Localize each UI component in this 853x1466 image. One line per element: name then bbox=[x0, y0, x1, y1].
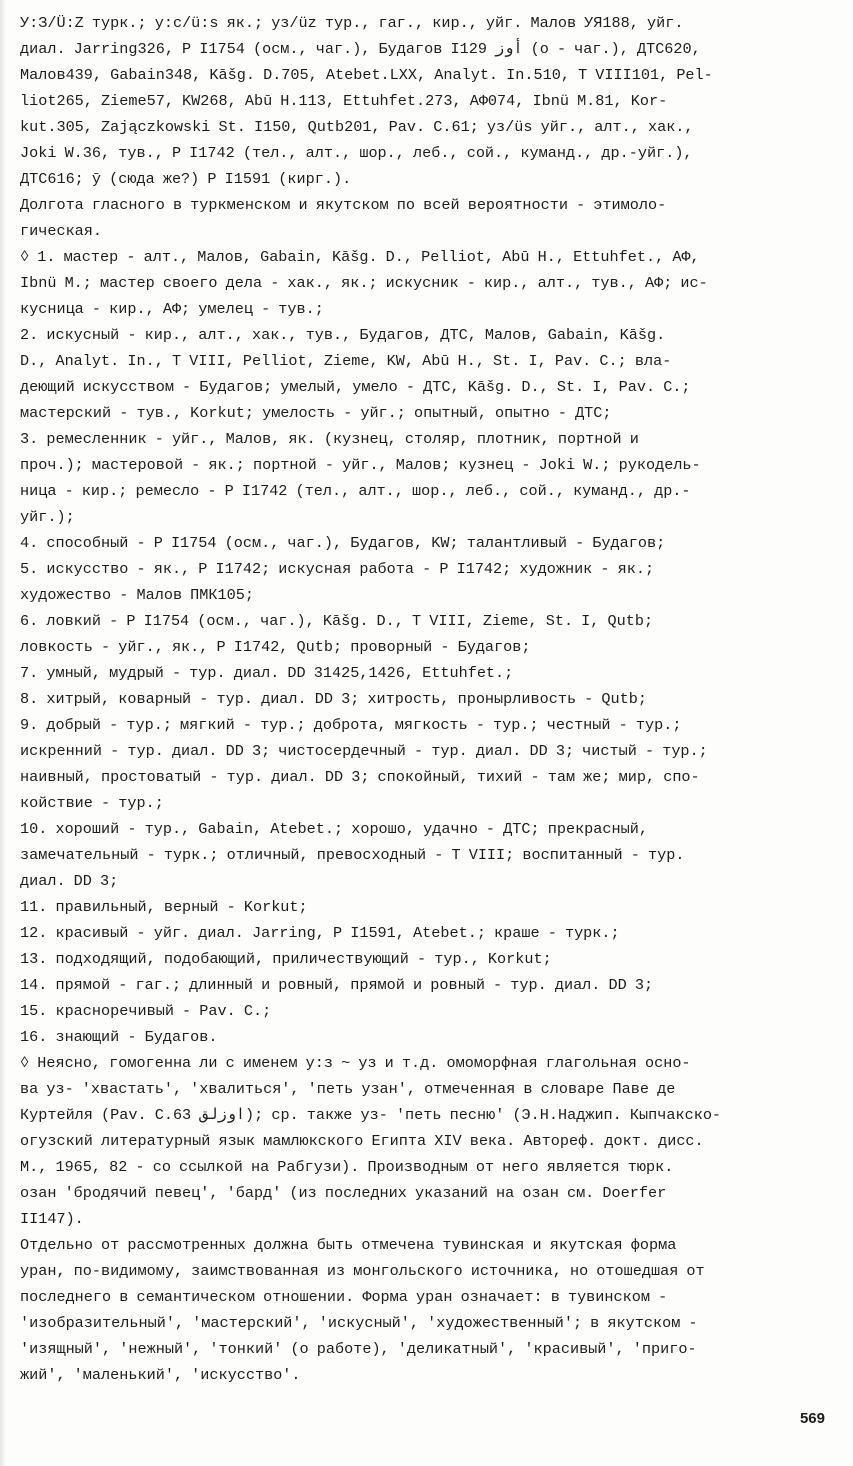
text-line: Долгота гласного в туркменском и якутском по всей вероятности - этимоло- bbox=[20, 196, 667, 214]
text-line: ◊ Неясно, гомогенна ли с именем у:з ~ уз и т.д. омоморфная глагольная осно- bbox=[20, 1054, 691, 1072]
text-line: 13. подходящий, подобающий, приличествующий - тур., Korkut; bbox=[20, 950, 552, 968]
text-line: наивный, простоватый - тур. диал. DD 3; спокойный, тихий - там же; мир, спо- bbox=[20, 768, 700, 786]
text-line: 2. искусный - кир., алт., хак., тув., Будагов, ДТС, Малов, Gabain, Kāšg. bbox=[20, 326, 666, 344]
text-line: озан 'бродячий певец', 'бард' (из последних указаний на озан см. Doerfer bbox=[20, 1184, 667, 1202]
scan-edge-shadow bbox=[0, 0, 6, 1466]
text-line: ница - кир.; ремесло - Р I1742 (тел., алт., шор., леб., сой., куманд., др.- bbox=[20, 482, 691, 500]
text-line: кусница - кир., АФ; умелец - тув.; bbox=[20, 300, 324, 318]
text-line: ◊ 1. мастер - алт., Малов, Gabain, Kāšg. D., Pelliot, Abū H., Ettuhfet., АФ, bbox=[20, 248, 700, 266]
text-line: D., Analyt. In., T VIII, Pelliot, Zieme, KW, Abū H., St. I, Pav. C.; вла- bbox=[20, 352, 672, 370]
text-line: гическая. bbox=[20, 222, 103, 240]
text-line: ва уз- 'хвастать', 'хвалиться', 'петь узан', отмеченная в словаре Паве де bbox=[20, 1080, 676, 1098]
text-line: kut.305, Zajączkowski St. I150, Qutb201, Pav. C.61; уз/üs уйг., алт., хак., bbox=[20, 118, 694, 136]
text-line: 11. правильный, верный - Korkut; bbox=[20, 898, 308, 916]
text-line: уран, по-видимому, заимствованная из монгольского источника, но отошедшая от bbox=[20, 1262, 705, 1280]
text-line: художество - Малов ПМК105; bbox=[20, 586, 254, 604]
text-line: 8. хитрый, коварный - тур. диал. DD 3; хитрость, пронырливость - Qutb; bbox=[20, 690, 647, 708]
text-line: мастерский - тув., Korkut; умелость - уйг.; опытный, опытно - ДТС; bbox=[20, 404, 612, 422]
text-line: 12. красивый - уйг. диал. Jarring, Р I1591, Atebet.; краше - турк.; bbox=[20, 924, 620, 942]
text-line: Куртейля (Pav. C.63 اوزلق); ср. также уз- 'петь песню' (Э.Н.Наджип. Кыпчакско- bbox=[20, 1106, 722, 1124]
text-line: 7. умный, мудрый - тур. диал. DD 31425,1426, Ettuhfet.; bbox=[20, 664, 514, 682]
text-line: 10. хороший - тур., Gabain, Atebet.; хорошо, удачно - ДТС; прекрасный, bbox=[20, 820, 648, 838]
text-line: уйг.); bbox=[20, 508, 75, 526]
text-line: искренний - тур. диал. DD 3; чистосердечный - тур. диал. DD 3; чистый - тур.; bbox=[20, 742, 708, 760]
text-line: деющий искусством - Будагов; умелый, умело - ДТС, Kāšg. D., St. I, Pav. C.; bbox=[20, 378, 691, 396]
text-line: М., 1965, 82 - со ссылкой на Рабгузи). Производным от него является тюрк. bbox=[20, 1158, 674, 1176]
text-line: диал. Jarring326, Р I1754 (осм., чаг.), Будагов I129 أوز (о - чаг.), ДТС620, bbox=[20, 40, 701, 58]
text-line: У:З/Ü:Z турк.; у:с/ü:s як.; уз/üz тур., гаг., кир., уйг. Малов УЯ188, уйг. bbox=[20, 14, 684, 32]
text-line: 3. ремесленник - уйг., Малов, як. (кузнец, столяр, плотник, портной и bbox=[20, 430, 639, 448]
text-line: 9. добрый - тур.; мягкий - тур.; доброта, мягкость - тур.; честный - тур.; bbox=[20, 716, 682, 734]
text-line: 15. красноречивый - Pav. C.; bbox=[20, 1002, 272, 1020]
text-line: 6. ловкий - Р I1754 (осм., чаг.), Kāšg. D., T VIII, Zieme, St. I, Qutb; bbox=[20, 612, 654, 630]
text-line: Малов439, Gabain348, Kāšg. D.705, Atebet.LXX, Analyt. In.510, T VIII101, Pel- bbox=[20, 66, 713, 84]
text-line: последнего в семантическом отношении. Форма уран означает: в тувинском - bbox=[20, 1288, 668, 1306]
text-line: жий', 'маленький', 'искусство'. bbox=[20, 1366, 301, 1384]
text-line: 'изящный', 'нежный', 'тонкий' (о работе), 'деликатный', 'красивый', 'приго- bbox=[20, 1340, 697, 1358]
text-line: замечательный - турк.; отличный, превосходный - T VIII; воспитанный - тур. bbox=[20, 846, 685, 864]
text-line: койствие - тур.; bbox=[20, 794, 164, 812]
text-line: ДТС616; ӯ (сюда же?) Р I1591 (кирг.). bbox=[20, 170, 352, 188]
text-line: liot265, Zieme57, KW268, Abū H.113, Ettuhfet.273, АФ074, Ibnü M.81, Kor- bbox=[20, 92, 668, 110]
dictionary-page bbox=[20, 10, 833, 1388]
entry-text bbox=[20, 10, 833, 1388]
text-line: 'изобразительный', 'мастерский', 'искусный', 'художественный'; в якутском - bbox=[20, 1314, 698, 1332]
text-line: Ibnü M.; мастер своего дела - хак., як.; искусник - кир., алт., тув., АФ; ис- bbox=[20, 274, 708, 292]
text-line: проч.); мастеровой - як.; портной - уйг., Малов; кузнец - Joki W.; рукодель- bbox=[20, 456, 701, 474]
text-line: 14. прямой - гаг.; длинный и ровный, прямой и ровный - тур. диал. DD 3; bbox=[20, 976, 654, 994]
page-number: 569 bbox=[799, 1410, 825, 1427]
text-line: ловкость - уйг., як., Р I1742, Qutb; проворный - Будагов; bbox=[20, 638, 531, 656]
text-line: Joki W.36, тув., Р I1742 (тел., алт., шор., леб., сой., куманд., др.-уйг.), bbox=[20, 144, 693, 162]
text-line: Отдельно от рассмотренных должна быть отмечена тувинская и якутская форма bbox=[20, 1236, 677, 1254]
text-line: II147). bbox=[20, 1210, 84, 1228]
text-line: 4. способный - Р I1754 (осм., чаг.), Будагов, KW; талантливый - Будагов; bbox=[20, 534, 666, 552]
text-line: 16. знающий - Будагов. bbox=[20, 1028, 218, 1046]
text-line: огузский литературный язык мамлюкского Египта XIV века. Автореф. докт. дисс. bbox=[20, 1132, 704, 1150]
text-line: 5. искусство - як., Р I1742; искусная работа - Р I1742; художник - як.; bbox=[20, 560, 655, 578]
text-line: диал. DD 3; bbox=[20, 872, 119, 890]
